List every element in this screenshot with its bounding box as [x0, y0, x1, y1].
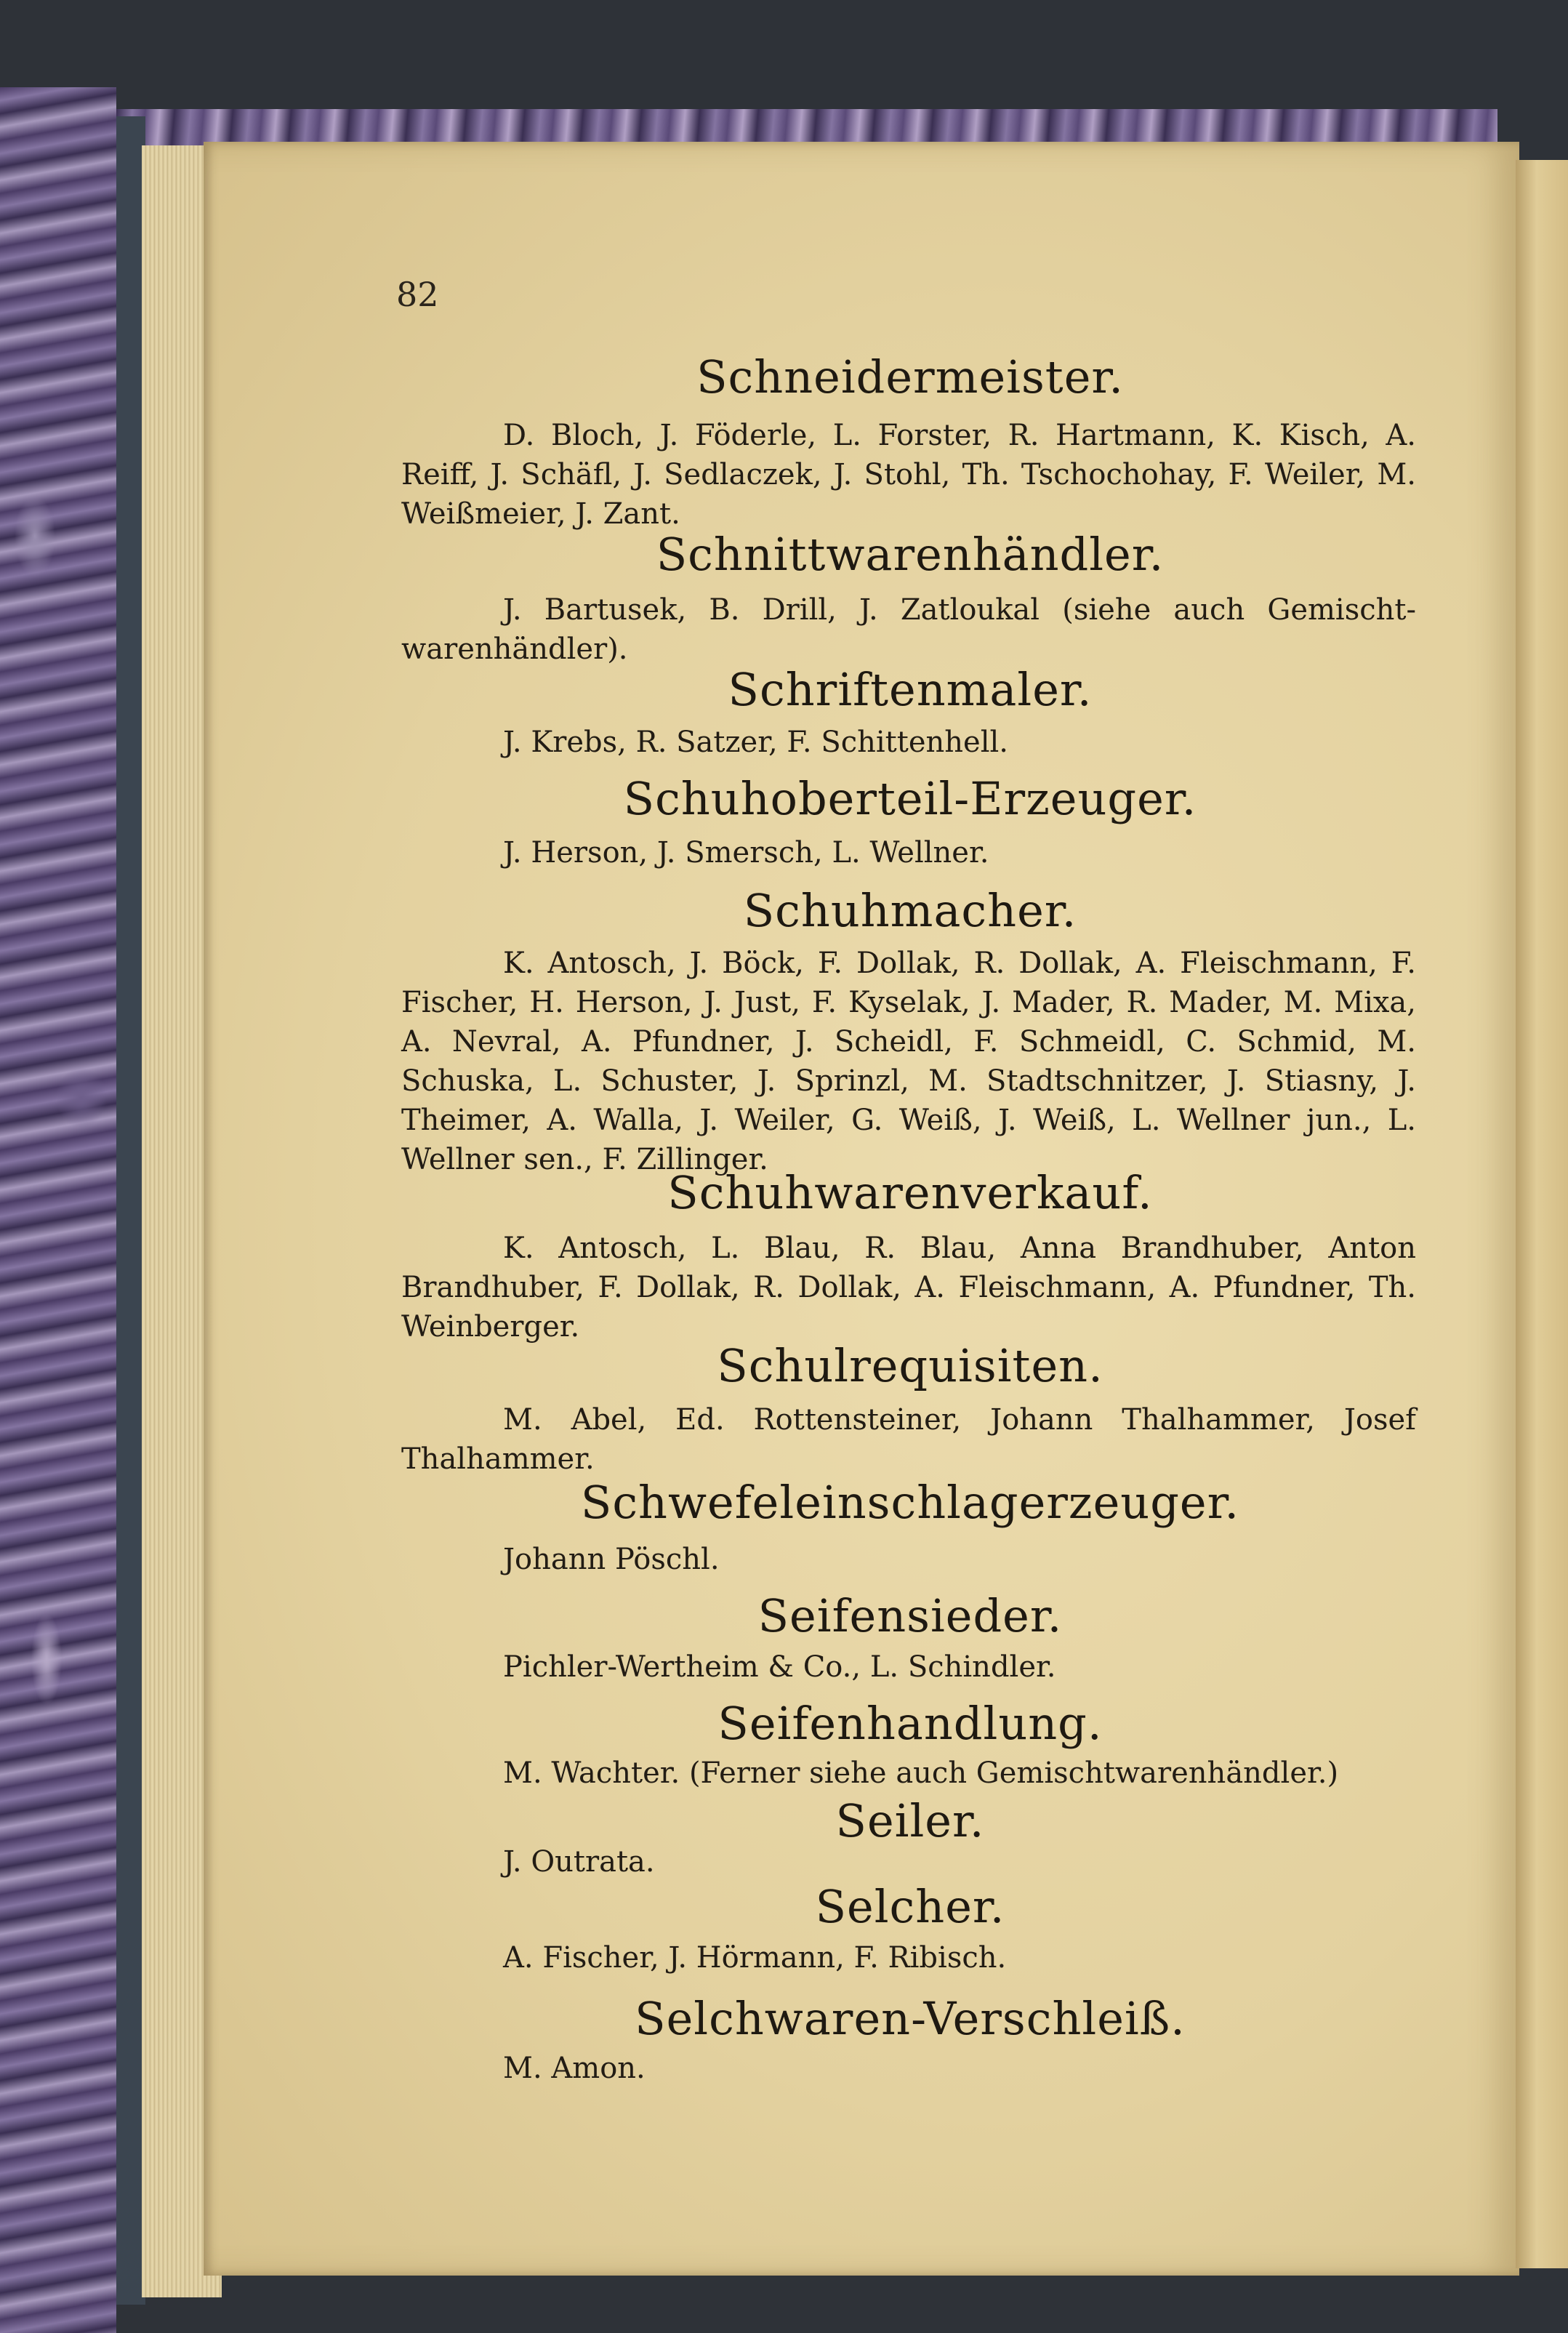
- section-heading: Schulrequisiten.: [717, 1339, 1103, 1392]
- page-number: 82: [396, 275, 439, 314]
- section-heading: Schnittwarenhändler.: [656, 528, 1165, 581]
- section-entries: K. Antosch, L. Blau, R. Blau, Anna Brandhuber, Anton Brandhuber, F. Dollak, R. Dollak, A. Fleischmann, A. Pfundner, Th. Weinberger.: [401, 1232, 1416, 1344]
- section-heading: Schwefeleinschlagerzeuger.: [580, 1476, 1240, 1529]
- marbled-book-edge: [0, 87, 116, 2333]
- book-cover-edge: [116, 116, 145, 2305]
- section-entries: M. Amon.: [503, 2052, 646, 2085]
- section-heading: Selchwaren-Verschleiß.: [635, 1992, 1186, 2045]
- section-heading: Schneidermeister.: [696, 350, 1124, 403]
- section-entries: J. Herson, J. Smersch, L. Wellner.: [503, 836, 989, 870]
- section-heading: Schuhwarenverkauf.: [667, 1166, 1153, 1219]
- section-entries: Pichler-Wertheim & Co., L. Schindler.: [503, 1650, 1056, 1684]
- section-heading: Schuhmacher.: [743, 884, 1077, 937]
- section-heading: Schuhoberteil-Erzeuger.: [623, 772, 1197, 825]
- facing-page-edge: [1516, 160, 1568, 2268]
- section-heading: Seiler.: [835, 1794, 985, 1847]
- section-heading: Selcher.: [815, 1880, 1005, 1933]
- section-entries: J. Bartusek, B. Drill, J. Zatloukal (siehe auch Gemischtwarenhändler).: [401, 593, 1416, 666]
- section-entries: J. Krebs, R. Satzer, F. Schittenhell.: [503, 726, 1008, 759]
- section-entries: J. Outrata.: [503, 1845, 655, 1879]
- section-entries: K. Antosch, J. Böck, F. Dollak, R. Dollak, A. Fleischmann, F. Fischer, H. Herson, J. Just, F. Kyselak, J. Mader, R. Mader, M. Mixa, A. Nevral, A. Pfundner, J. Scheidl, F. Schmeidl, C. Schmid, M. Schuska, L. Schuster, J. Sprinzl, M. Stadtschnitzer, J. Stiasny, J. Theimer, A. Walla, J. Weiler, G. Weiß, J. Weiß, L. Wellner jun., L. Wellner sen., F. Zillinger.: [401, 947, 1416, 1176]
- section-heading: Seifenhandlung.: [717, 1697, 1103, 1750]
- section-heading: Schriftenmaler.: [728, 663, 1093, 716]
- section-entries: M. Wachter. (Ferner siehe auch Gemischtwarenhändler.): [503, 1756, 1339, 1790]
- section-entries: M. Abel, Ed. Rottensteiner, Johann Thalhammer, Josef Thalhammer.: [401, 1403, 1416, 1476]
- section-entries: D. Bloch, J. Föderle, L. Forster, R. Hartmann, K. Kisch, A. Reiff, J. Schäfl, J. Sedlaczek, J. Stohl, Th. Tschochohay, F. Weiler, M. Weißmeier, J. Zant.: [401, 419, 1416, 531]
- section-entries: A. Fischer, J. Hörmann, F. Ribisch.: [503, 1941, 1007, 1975]
- section-entries: Johann Pöschl.: [503, 1543, 720, 1576]
- section-heading: Seifensieder.: [757, 1589, 1063, 1642]
